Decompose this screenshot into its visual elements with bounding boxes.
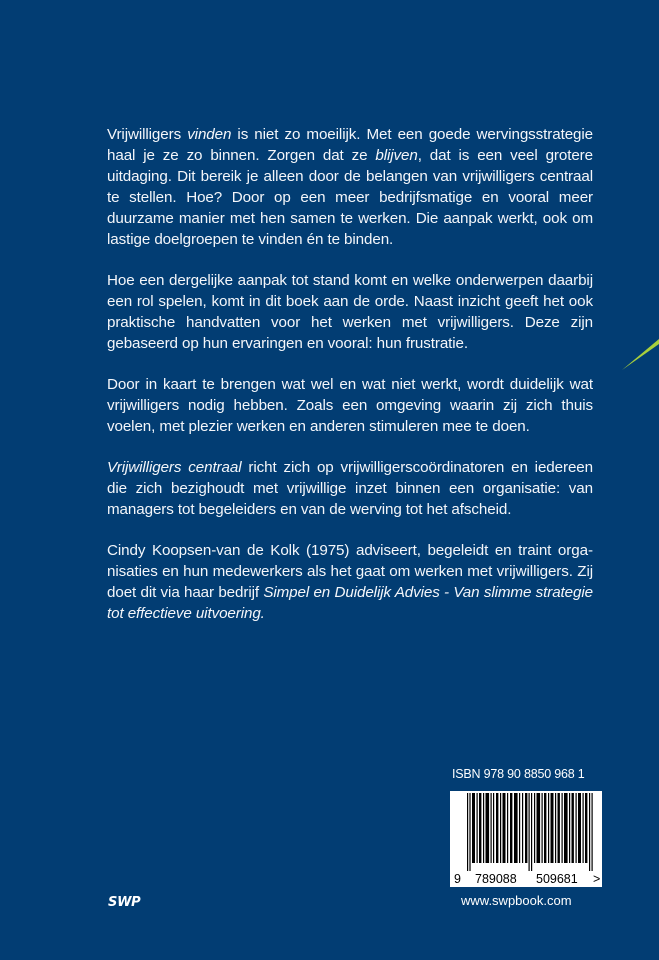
barcode-left-digits: 789088: [475, 872, 517, 886]
barcode-right-digits: 509681: [536, 872, 578, 886]
publisher-logo: SWP: [108, 895, 141, 910]
text-segment: richt zich op vrijwilligerscoördinatoren en iedereen die zich bezighoudt met vrijwillige inzet binnen een organisatie: van managers tot begeleiders en van de werving tot het afscheid.: [107, 459, 593, 518]
green-accent-stroke-icon: [620, 336, 659, 372]
blurb-paragraph-1: [107, 124, 593, 250]
barcode-bars-icon: [467, 793, 593, 871]
barcode: [450, 791, 602, 887]
text-segment-italic: vinden: [187, 126, 232, 143]
text-segment: Door in kaart te brengen wat wel en wat niet werkt, wordt duidelijk wat vrijwilligers nodig hebben. Zoals een omgeving waarin zij zich thuis voelen, met plezier werken en anderen stimuleren mee te doen.: [107, 376, 593, 435]
blurb-paragraph-3: [107, 374, 593, 437]
blurb-paragraph-4: [107, 457, 593, 520]
text-segment-italic: blijven: [375, 147, 418, 164]
text-segment: Vrijwilligers: [107, 126, 188, 143]
book-title-italic: Vrijwilligers centraal: [107, 459, 242, 476]
text-segment: is niet zo moeilijk. Met een goede wervingsstrategie haal je ze zo binnen. Zorgen dat ze: [107, 126, 594, 164]
isbn-label: ISBN 978 90 8850 968 1: [452, 767, 585, 781]
text-segment: , dat is een veel grotere uitdaging. Dit bereik je alleen door de belangen van vrijwilligers centraal te stellen. Hoe? Door op een meer bedrijfsmatige en vooral meer duurzame manier met hen samen te werken. Die aanpak werkt, ook om lastige doelgroepen te vinden én te binden.: [107, 147, 593, 248]
barcode-quiet-zone-marker: >: [593, 872, 601, 886]
company-name-italic: Simpel en Duidelijk Advies - Van slimme strategie tot effectieve uitvoering.: [107, 584, 593, 622]
text-segment: Hoe een dergelijke aanpak tot stand komt en welke onderwerpen daarbij een rol spelen, komt in dit boek aan de orde. Naast inzicht geeft het ook praktische handvatten voor het werken met vrijwilligers. Deze zijn gebaseerd op hun ervaringen en vooral: hun frustratie.: [107, 272, 593, 352]
text-segment: Cindy Koopsen-van de Kolk (1975) adviseert, begeleidt en traint organisaties en hun medewerkers als het gaat om werken met vrijwilligers. Zij doet dit via haar bedrijf: [107, 542, 593, 601]
barcode-first-digit: 9: [454, 872, 461, 886]
publisher-website: www.swpbook.com: [461, 893, 572, 908]
blurb-paragraph-2: [107, 270, 593, 354]
author-bio-paragraph: [107, 540, 593, 624]
barcode-digits: [453, 871, 601, 887]
blurb-text: [107, 124, 593, 644]
